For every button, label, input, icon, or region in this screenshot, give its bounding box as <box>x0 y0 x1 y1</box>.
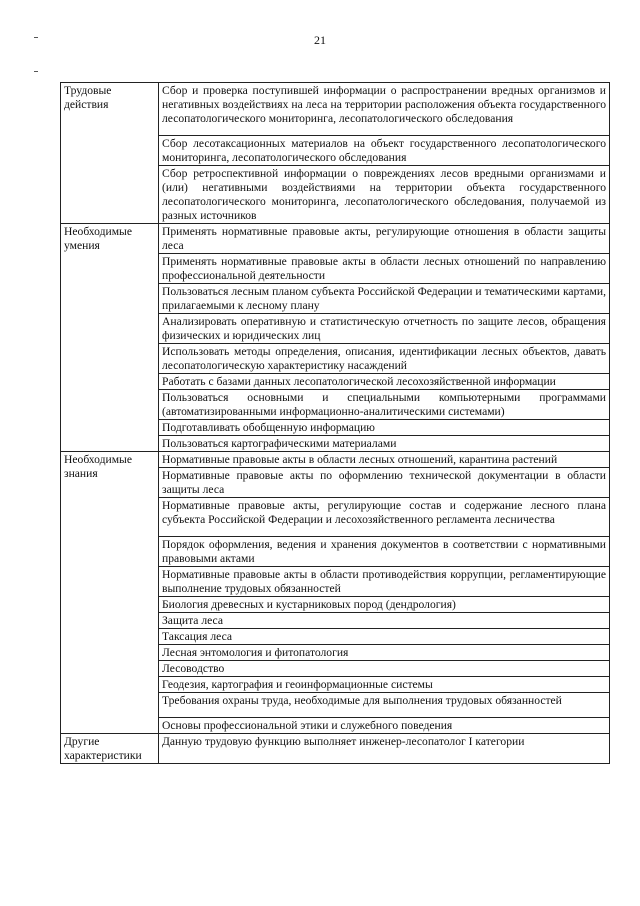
item-cell: Работать с базами данных лесопатологической лесохозяйственной информации <box>159 374 610 390</box>
item-cell: Требования охраны труда, необходимые для выполнения трудовых обязанностей <box>159 693 610 718</box>
category-cell: Трудовые действия <box>61 83 159 224</box>
item-cell: Использовать методы определения, описания, идентификации лесных объектов, давать лесопатологическую характеристику насаждений <box>159 344 610 374</box>
item-cell: Геодезия, картография и геоинформационные системы <box>159 677 610 693</box>
item-cell: Применять нормативные правовые акты в области лесных отношений по направлению профессиональной деятельности <box>159 254 610 284</box>
category-cell: Необходимые знания <box>61 452 159 734</box>
item-cell: Нормативные правовые акты в области лесных отношений, карантина растений <box>159 452 610 468</box>
item-cell: Порядок оформления, ведения и хранения документов в соответствии с нормативными правовыми актами <box>159 537 610 567</box>
table-row <box>61 452 610 468</box>
table-row <box>61 83 610 136</box>
scan-edge-mark <box>34 71 38 72</box>
item-cell: Подготавливать обобщенную информацию <box>159 420 610 436</box>
item-cell: Анализировать оперативную и статистическую отчетность по защите лесов, обращения физических и юридических лиц <box>159 314 610 344</box>
table-row <box>61 224 610 254</box>
item-cell: Основы профессиональной этики и служебного поведения <box>159 718 610 734</box>
page-number: 21 <box>314 33 326 47</box>
item-cell: Сбор лесотаксационных материалов на объект государственного лесопатологического мониторинга, лесопатологического обследования <box>159 136 610 166</box>
item-cell: Биология древесных и кустарниковых пород (дендрология) <box>159 597 610 613</box>
category-cell: Другие характеристики <box>61 734 159 764</box>
item-cell: Сбор и проверка поступившей информации о распространении вредных организмов и негативных воздействиях на леса на территории расположения объекта государственного лесопатологического мониторинга, лесопатологического обследования <box>159 83 610 136</box>
item-cell: Таксация леса <box>159 629 610 645</box>
scan-edge-mark <box>34 37 38 38</box>
item-cell: Защита леса <box>159 613 610 629</box>
item-cell: Нормативные правовые акты по оформлению технической документации в области защиты леса <box>159 468 610 498</box>
item-cell: Данную трудовую функцию выполняет инженер-лесопатолог I категории <box>159 734 610 764</box>
item-cell: Лесоводство <box>159 661 610 677</box>
labor-function-table <box>60 82 610 764</box>
item-cell: Пользоваться лесным планом субъекта Российской Федерации и тематическими картами, прилагаемыми к лесному плану <box>159 284 610 314</box>
item-cell: Пользоваться картографическими материалами <box>159 436 610 452</box>
table-row <box>61 734 610 764</box>
item-cell: Нормативные правовые акты, регулирующие состав и содержание лесного плана субъекта Российской Федерации и лесохозяйственного регламента лесничества <box>159 498 610 537</box>
item-cell: Лесная энтомология и фитопатология <box>159 645 610 661</box>
item-cell: Применять нормативные правовые акты, регулирующие отношения в области защиты леса <box>159 224 610 254</box>
item-cell: Нормативные правовые акты в области противодействия коррупции, регламентирующие выполнение трудовых обязанностей <box>159 567 610 597</box>
item-cell: Сбор ретроспективной информации о повреждениях лесов вредными организмами и (или) негативными воздействиями на территории объекта государственного лесопатологического мониторинга, лесопатологического обследования, получаемой из разных источников <box>159 166 610 224</box>
item-cell: Пользоваться основными и специальными компьютерными программами (автоматизированными информационно-аналитическими системами) <box>159 390 610 420</box>
category-cell: Необходимые умения <box>61 224 159 452</box>
